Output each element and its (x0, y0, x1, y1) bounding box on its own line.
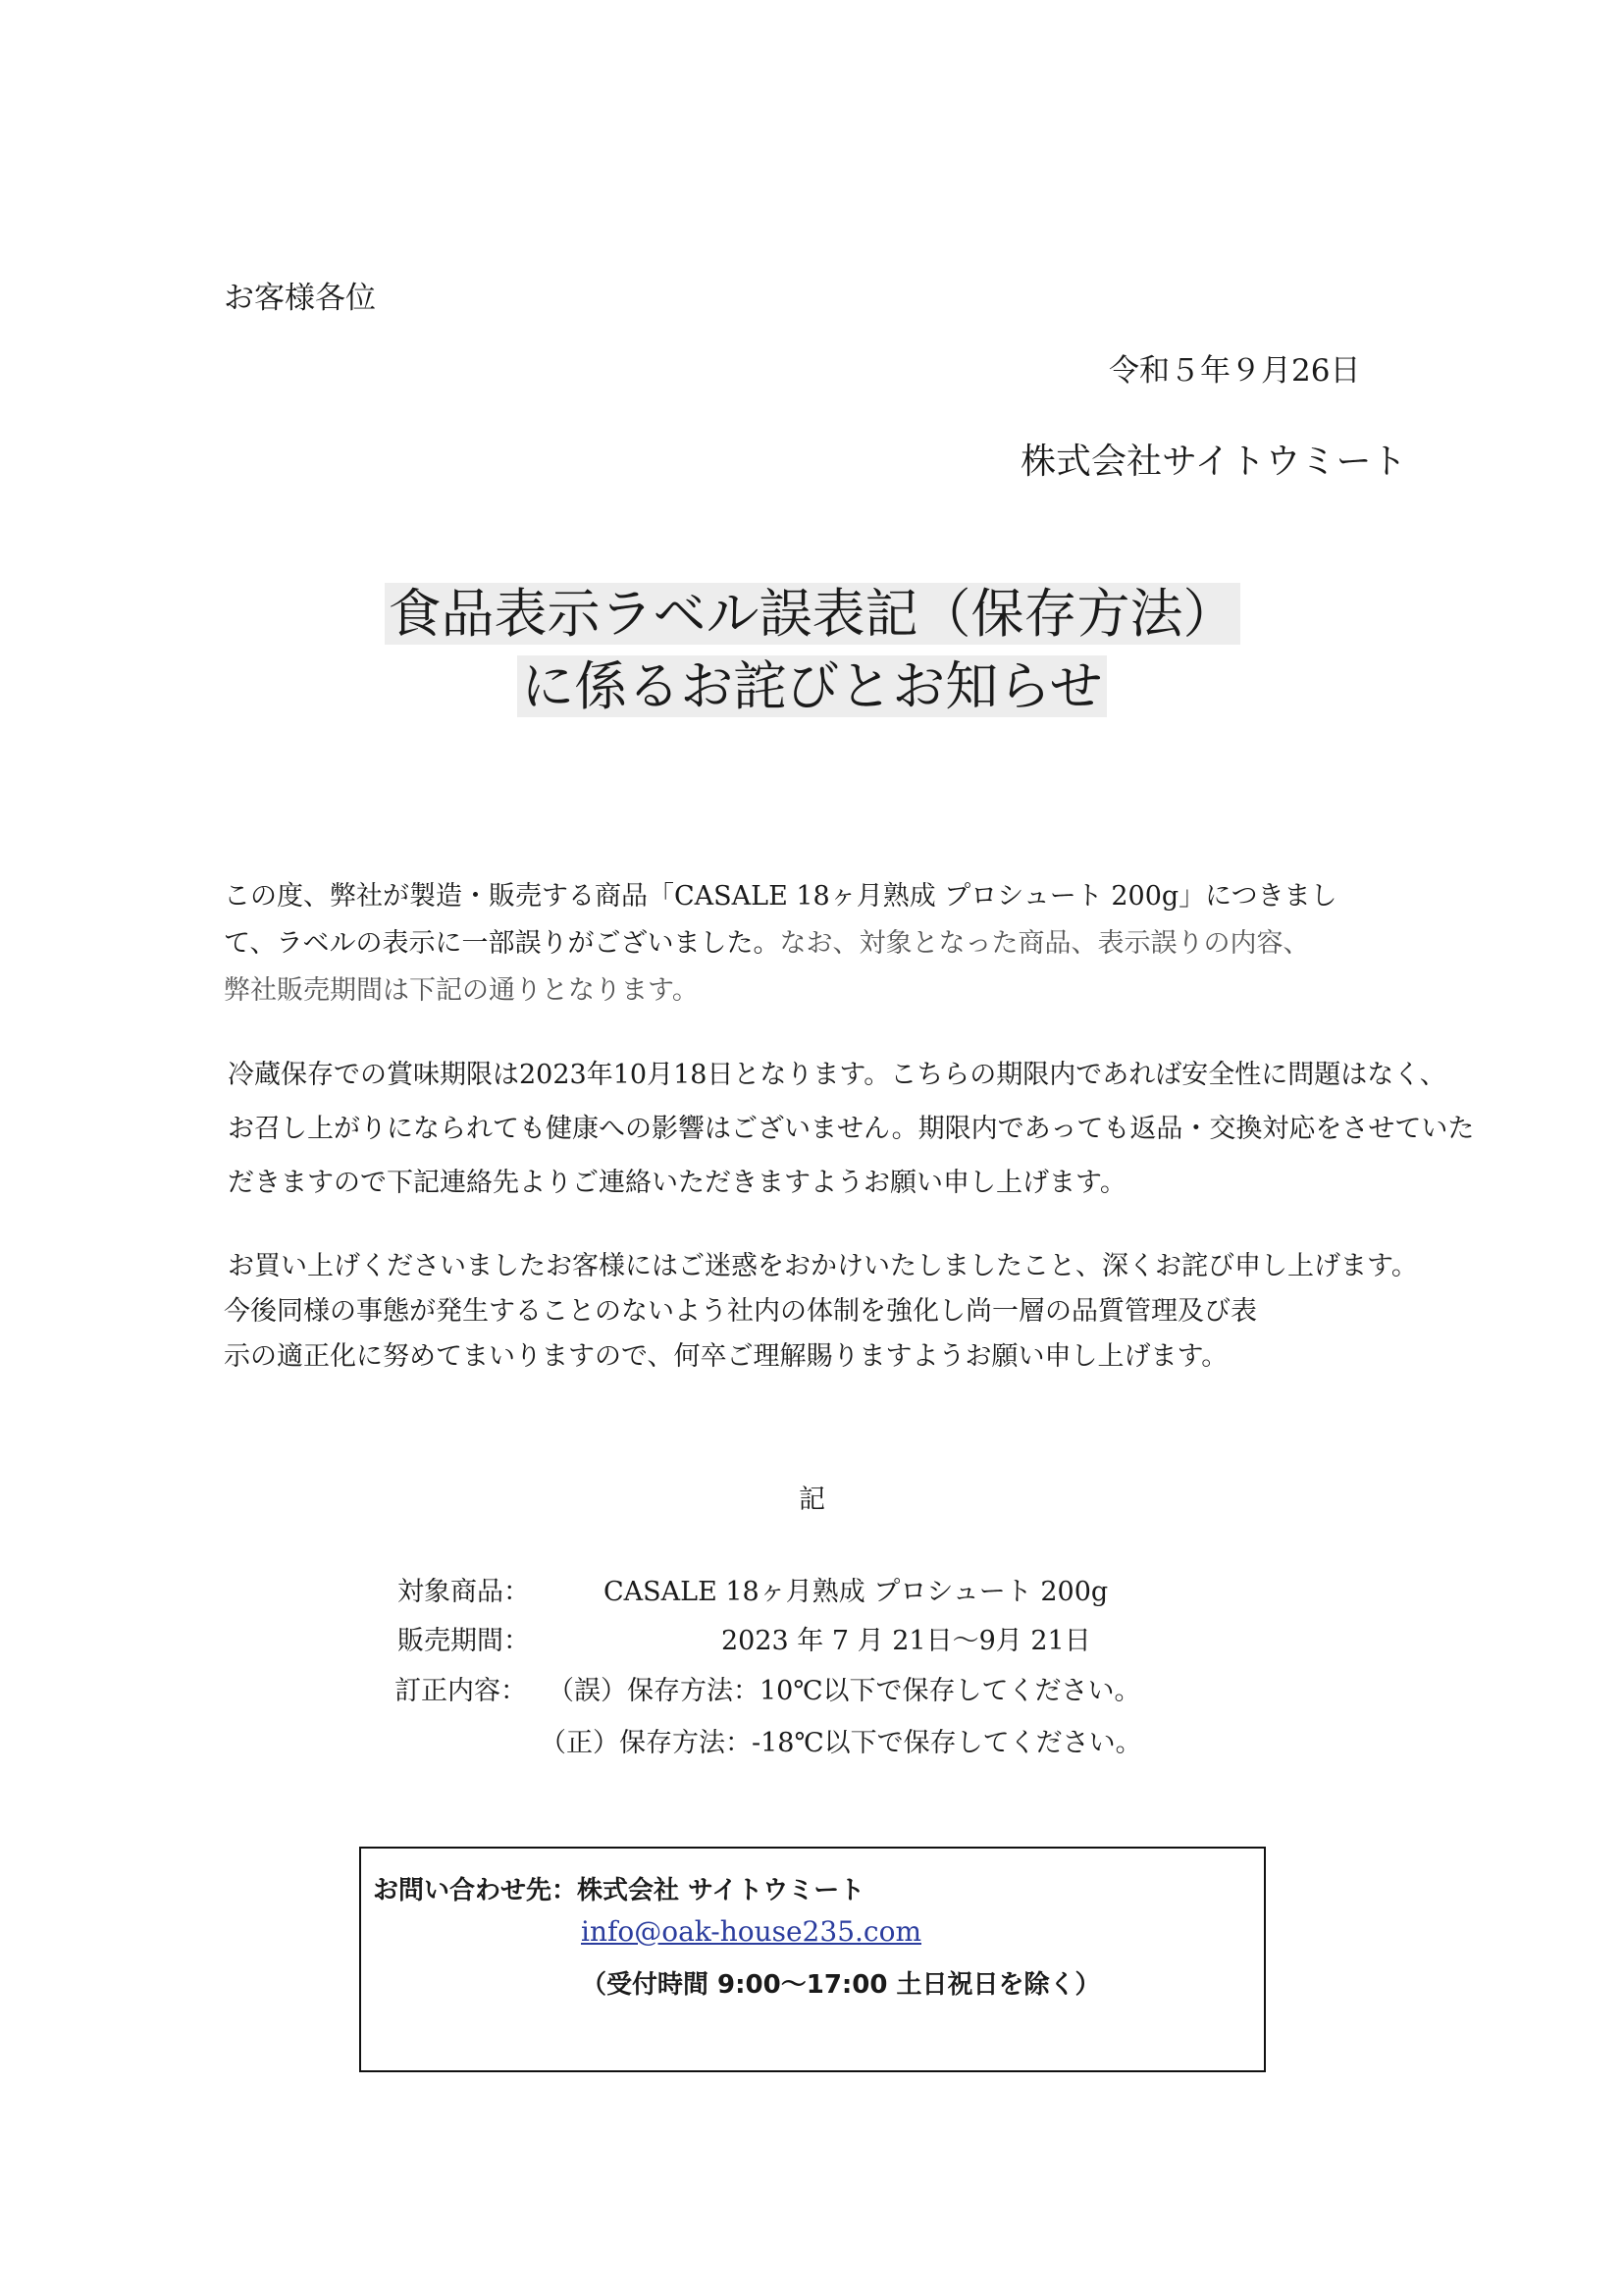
intro-line-2 (224, 920, 1337, 967)
intro-line-3: 弊社販売期間は下記の通りとなります。 (224, 975, 699, 1006)
contact-hours: （受付時間 9:00～17:00 土日祝日を除く） (581, 1970, 1101, 2000)
contact-box (359, 1847, 1266, 2072)
apology-line-2: 今後同様の事態が発生することのないよう社内の体制を強化し尚一層の品質管理及び表 (224, 1296, 1257, 1327)
paragraph-expiry (228, 1048, 1474, 1210)
period-value: 2023 年 7 月 21日～9月 21日 (721, 1626, 1091, 1656)
expiry-line-3: だきますので下記連絡先よりご連絡いただきますようお願い申し上げます。 (228, 1168, 1126, 1198)
title-line2-text: に係るお詫びとお知らせ (517, 655, 1106, 717)
document-date: 令和５年９月26日 (1109, 353, 1361, 389)
correction-right: （正）保存方法：-18℃以下で保存してください。 (540, 1728, 1142, 1758)
expiry-line-2: お召し上がりになられても健康への影響はございません。期限内であっても返品・交換対応をさせていた (228, 1114, 1475, 1144)
page-title-line1 (0, 579, 1624, 650)
paragraph-intro (224, 873, 1337, 1015)
product-label: 対象商品： (397, 1577, 530, 1607)
title-line1-text: 食品表示ラベル誤表記（保存方法） (385, 583, 1240, 645)
intro-line-2b: なお、対象となった商品、表示誤りの内容、 (779, 928, 1310, 959)
period-label: 販売期間： (397, 1626, 530, 1656)
apology-line-3: 示の適正化に努めてまいりますので、何卒ご理解賜りますようお願い申し上げます。 (224, 1341, 1229, 1372)
contact-heading: お問い合わせ先：株式会社 サイトウミート (373, 1876, 865, 1905)
salutation: お客様各位 (224, 281, 376, 316)
correction-wrong: （誤）保存方法：10℃以下で保存してください。 (548, 1676, 1141, 1706)
page-title-line2 (0, 652, 1624, 722)
ki-heading: 記 (799, 1485, 825, 1515)
correction-label: 訂正内容： (394, 1676, 527, 1706)
paragraph-apology (224, 1244, 1418, 1380)
expiry-line-1: 冷蔵保存での賞味期限は2023年10月18日となります。こちらの期限内であれば安全性に問題はなく、 (228, 1060, 1446, 1090)
intro-line-2a: て、ラベルの表示に一部誤りがございました。 (224, 928, 780, 959)
intro-line-1: この度、弊社が製造・販売する商品「CASALE 18ヶ月熟成 プロシュート 200g」につきまし (224, 881, 1337, 912)
company-name: 株式会社サイトウミート (1021, 442, 1407, 482)
product-value: CASALE 18ヶ月熟成 プロシュート 200g (603, 1577, 1109, 1607)
contact-email-link[interactable]: info@oak-house235.com (581, 1915, 921, 1948)
apology-line-1: お買い上げくださいましたお客様にはご迷惑をおかけいたしましたこと、深くお詫び申し上げます。 (228, 1251, 1418, 1281)
